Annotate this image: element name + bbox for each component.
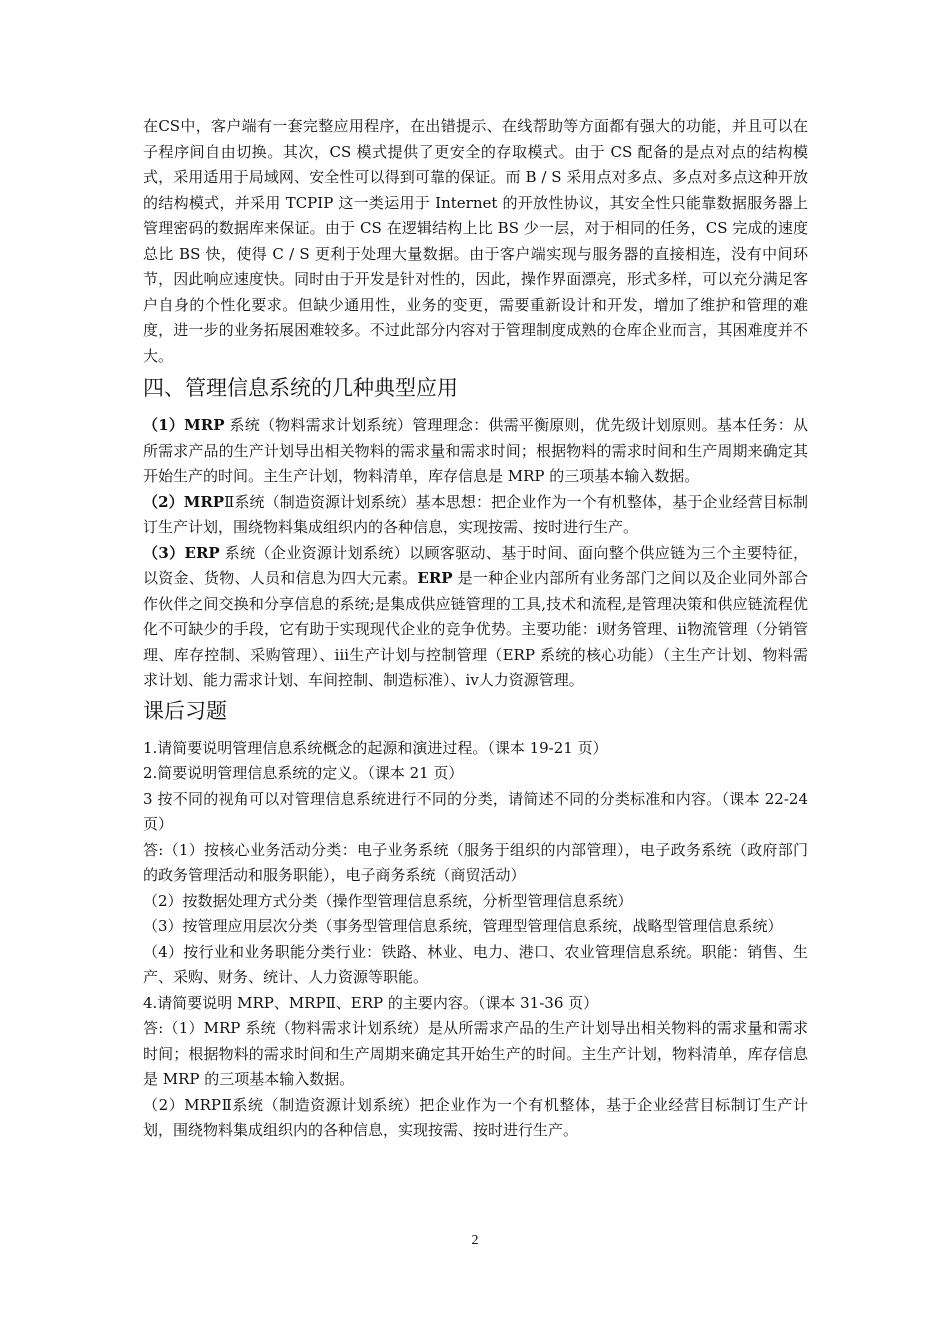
exercise-line: （2）MRPⅡ系统（制造资源计划系统）把企业作为一个有机整体，基于企业经营目标制订生产计划，围绕物料集成组织内的各种信息，实现按需、按时进行生产。 <box>143 1095 808 1139</box>
exercise-line: 2.简要说明管理信息系统的定义。（课本 21 页） <box>143 764 464 782</box>
exercise-line: 4.请简要说明 MRP、MRPⅡ、ERP 的主要内容。（课本 31-36 页） <box>143 993 599 1012</box>
erp-paragraph <box>143 541 808 694</box>
mrp2-label: （2）MRP <box>143 492 225 511</box>
erp-text-a: 系统（企业资源计划系统）以顾客驱动、基于时间、面向整个供应链为三个主要特征，以资金、货物、人员和信息为四大元素。 <box>143 543 808 587</box>
erp-bold-inline: ERP <box>417 569 453 587</box>
mrp-text: 系统（物料需求计划系统）管理理念：供需平衡原则，优先级计划原则。基本任务：从所需求产品的生产计划导出相关物料的需求量和需求时间；根据物料的需求时间和生产周期来确定其开始生产的时间。主生产计划，物料清单，库存信息是 MRP 的三项基本输入数据。 <box>143 416 808 485</box>
exercise-line: 1.请简要说明管理信息系统概念的起源和演进过程。（课本 19-21 页） <box>143 738 608 757</box>
exercise-line: 3 按不同的视角可以对管理信息系统进行不同的分类，请简述不同的分类标准和内容。（课本 22-24 页） <box>143 789 808 833</box>
erp-label: （3）ERP <box>143 543 220 562</box>
mrp-label: （1）MRP <box>143 416 225 434</box>
intro-paragraph: 在CS中，客户端有一套完整应用程序，在出错提示、在线帮助等方面都有强大的功能，并且可以在子程序间自由切换。其次，CS 模式提供了更安全的存取模式。由于 CS 配备的是点对点的结构模式，采用适用于局域网、安全性可以得到可靠的保证。而 B / S 采用点对多点、多点对多点这种开放的结构模式，并采用 TCPIP 这一类运用于 Internet 的开放性协议，其安全性只能靠数据服务器上管理密码的数据库来保证。由于 CS 在逻辑结构上比 BS 少一层，对于相同的任务，CS 完成的速度总比 BS 快，使得 C / S 更利于处理大量数据。由于客户端实现与服务器的直接相连，没有中间环节，因此响应速度快。同时由于开发是针对性的，因此，操作界面漂亮，形式多样，可以充分满足客户自身的个性化要求。但缺少通用性，业务的变更，需要重新设计和开发，增加了维护和管理的难度，进一步的业务拓展困难较多。不过此部分内容对于管理制度成熟的仓库企业而言，其困难度并不大。 <box>143 117 808 365</box>
erp-text-c: 是一种企业内部所有业务部门之间以及企业同外部合作伙伴之间交换和分享信息的系统;是集成供应链管理的工具,技术和流程,是管理决策和供应链流程优化不可缺少的手段，它有助于实现现代企业的竞争优势。主要功能：ⅰ财务管理、ⅱ物流管理（分销管理、库存控制、采购管理）、ⅲ生产计划与控制管理（ERP 系统的核心功能）（主生产计划、物料需求计划、能力需求计划、车间控制、制造标准）、ⅳ人力资源管理。 <box>143 569 808 689</box>
page-number: 2 <box>471 1233 479 1248</box>
exercise-line: （4）按行业和业务职能分类行业：铁路、林业、电力、港口、农业管理信息系统。职能：销售、生产、采购、财务、统计、人力资源等职能。 <box>143 942 808 986</box>
mrp-paragraph <box>143 413 808 490</box>
section-heading-exercises: 课后习题 <box>143 698 227 723</box>
exercise-line: 答:（1）MRP 系统（物料需求计划系统）是从所需求产品的生产计划导出相关物料的需求量和需求时间；根据物料的需求时间和生产周期来确定其开始生产的时间。主生产计划，物料清单，库存信息是 MRP 的三项基本输入数据。 <box>143 1019 808 1088</box>
exercise-line: （3）按管理应用层次分类（事务型管理信息系统，管理型管理信息系统，战略型管理信息系统） <box>143 917 783 935</box>
exercise-line: 答:（1）按核心业务活动分类：电子业务系统（服务于组织的内部管理），电子政务系统（政府部门的政务管理活动和服务职能），电子商务系统（商贸活动） <box>143 840 808 884</box>
section-heading-typical-applications: 四、管理信息系统的几种典型应用 <box>143 376 458 400</box>
exercise-line: （2）按数据处理方式分类（操作型管理信息系统，分析型管理信息系统） <box>143 891 633 910</box>
document-page <box>143 114 808 1144</box>
mrp2-paragraph <box>143 490 808 541</box>
mrp2-text: Ⅱ系统（制造资源计划系统）基本思想：把企业作为一个有机整体，基于企业经营目标制订生产计划，围绕物料集成组织内的各种信息，实现按需、按时进行生产。 <box>143 492 808 536</box>
